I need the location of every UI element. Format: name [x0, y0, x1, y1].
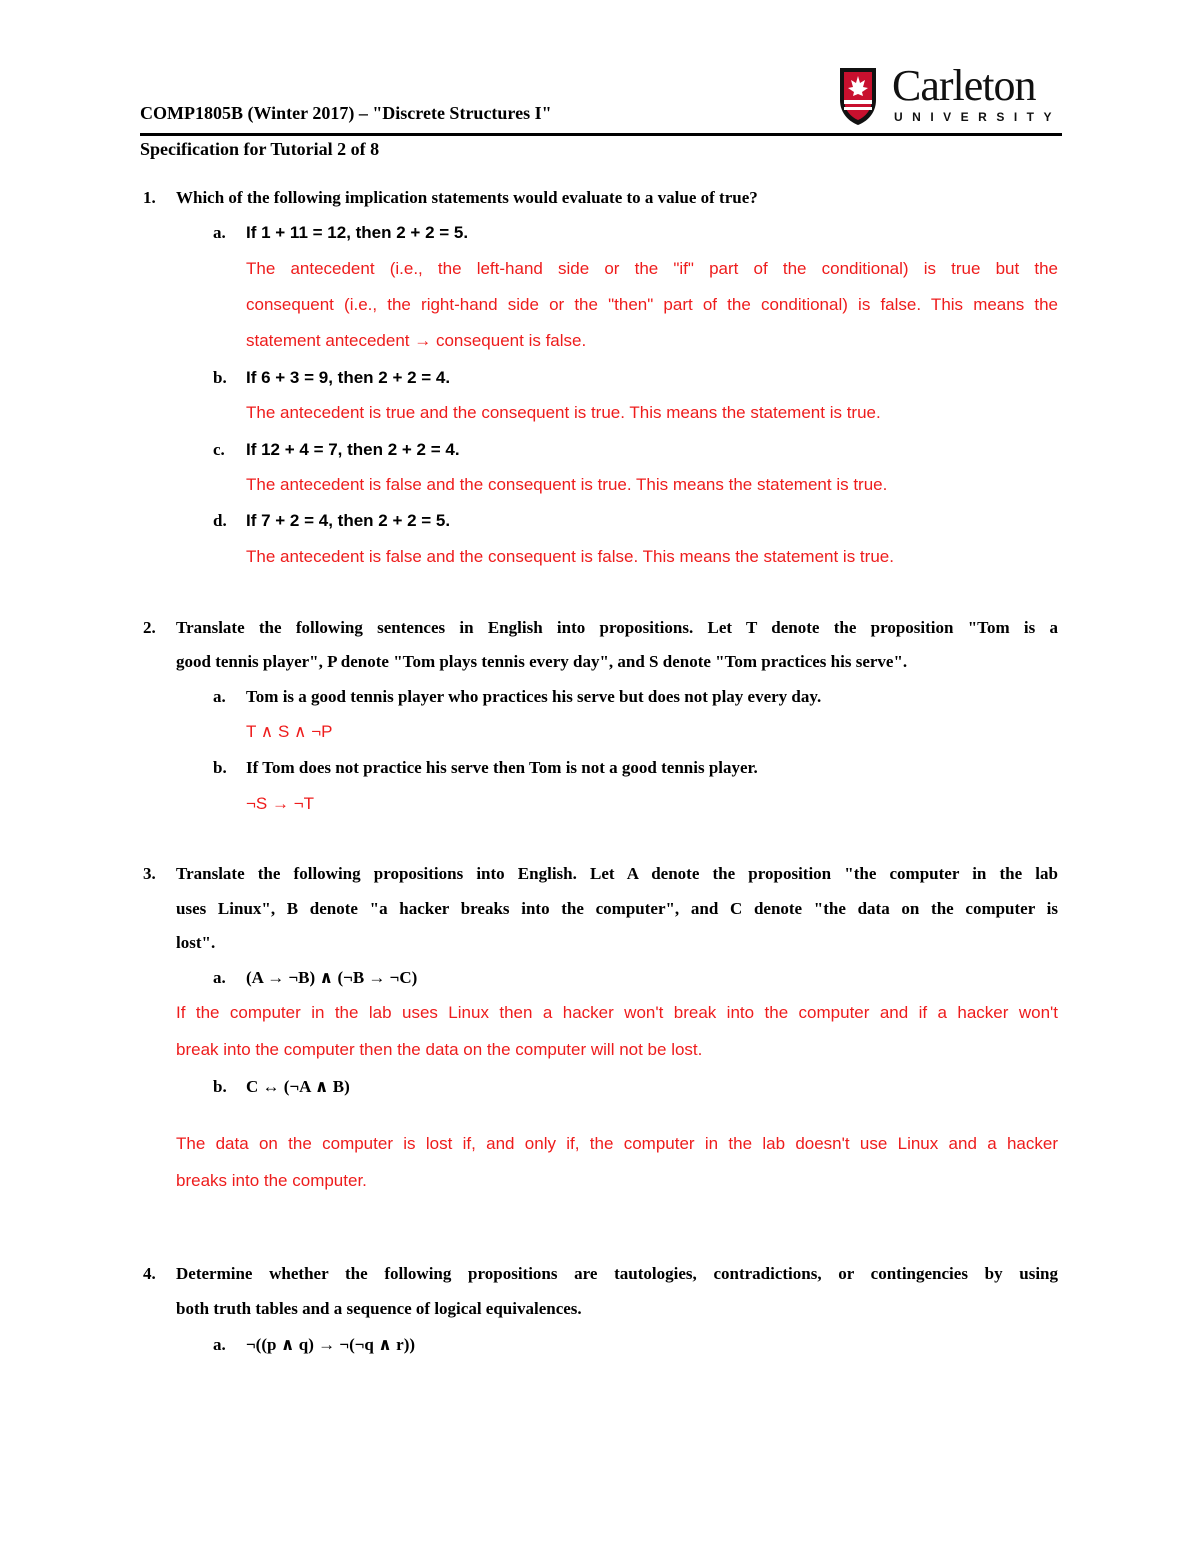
q1-number: 1.	[143, 188, 156, 207]
carleton-logo	[838, 61, 1062, 128]
shield-icon	[838, 66, 878, 126]
q3b-answer-line1: The data on the computer is lost if, and only if, the computer in the lab doesn't use Linux and a hacker	[176, 1134, 1058, 1153]
page-subtitle: Specification for Tutorial 2 of 8	[140, 139, 380, 159]
q1c-text: If 12 + 4 = 7, then 2 + 2 = 4.	[246, 440, 460, 459]
q2a-answer: T ∧ S ∧ ¬P	[246, 722, 333, 741]
q1c-label: c.	[213, 440, 225, 459]
q3a-label: a.	[213, 968, 226, 987]
q4a-label: a.	[213, 1335, 226, 1354]
q4a-text: ¬((p ∧ q) → ¬(¬q ∧ r))	[246, 1335, 416, 1354]
q3b-answer-line2: breaks into the computer.	[176, 1171, 367, 1190]
q1b-answer: The antecedent is true and the consequent is true. This means the statement is true.	[246, 403, 881, 422]
q1b-text: If 6 + 3 = 9, then 2 + 2 = 4.	[246, 368, 451, 387]
q1d-answer: The antecedent is false and the consequent is false. This means the statement is true.	[246, 547, 894, 566]
q3b-text: C ↔ (¬A ∧ B)	[246, 1077, 350, 1096]
q3a-answer-line1: If the computer in the lab uses Linux then a hacker won't break into the computer and if a hacker won't	[176, 1003, 1058, 1022]
q3-text-line3: lost".	[176, 933, 216, 952]
q2a-text: Tom is a good tennis player who practices his serve but does not play every day.	[246, 687, 822, 706]
q2-text-line2: good tennis player", P denote "Tom plays tennis every day", and S denote "Tom practices his serve".	[176, 652, 908, 671]
q1b-label: b.	[213, 368, 227, 387]
q1c-answer: The antecedent is false and the consequent is true. This means the statement is true.	[246, 475, 888, 494]
q2b-text: If Tom does not practice his serve then Tom is not a good tennis player.	[246, 758, 758, 777]
q2b-label: b.	[213, 758, 227, 777]
q2a-label: a.	[213, 687, 226, 706]
q3a-text: (A → ¬B) ∧ (¬B → ¬C)	[246, 968, 418, 987]
q4-number: 4.	[143, 1264, 156, 1283]
q2b-answer: ¬S → ¬T	[246, 794, 315, 813]
q4-text-line2: both truth tables and a sequence of logical equivalences.	[176, 1299, 582, 1318]
header	[140, 60, 1062, 138]
q1-text: Which of the following implication statements would evaluate to a value of true?	[176, 188, 758, 207]
header-rule	[140, 133, 1062, 136]
q2-text-line1: Translate the following sentences in English into propositions. Let T denote the proposition "Tom is a	[176, 618, 1058, 637]
q3a-answer-line2: break into the computer then the data on the computer will not be lost.	[176, 1040, 703, 1059]
q1d-label: d.	[213, 511, 227, 530]
q1a-answer-line3: statement antecedent → consequent is false.	[246, 331, 587, 350]
q1d-text: If 7 + 2 = 4, then 2 + 2 = 5.	[246, 511, 451, 530]
q1a-text: If 1 + 11 = 12, then 2 + 2 = 5.	[246, 223, 469, 242]
q3-text-line1: Translate the following propositions into English. Let A denote the proposition "the computer in the lab	[176, 864, 1058, 883]
q1a-answer-line2: consequent (i.e., the right-hand side or the "then" part of the conditional) is false. This means the	[246, 295, 1058, 314]
q3-number: 3.	[143, 864, 156, 883]
q1a-answer-line1: The antecedent (i.e., the left-hand side or the "if" part of the conditional) is true but the	[246, 259, 1058, 278]
q3b-label: b.	[213, 1077, 227, 1096]
q1a-label: a.	[213, 223, 226, 242]
q4-text-line1: Determine whether the following propositions are tautologies, contradictions, or contingencies by using	[176, 1264, 1058, 1283]
q2-number: 2.	[143, 618, 156, 637]
q3-text-line2: uses Linux", B denote "a hacker breaks into the computer", and C denote "the data on the computer is	[176, 899, 1058, 918]
course-title: COMP1805B (Winter 2017) – "Discrete Structures I"	[140, 103, 552, 123]
logo-wordmark: Carleton	[892, 61, 1036, 110]
logo-subtext: UNIVERSITY	[894, 110, 1062, 124]
